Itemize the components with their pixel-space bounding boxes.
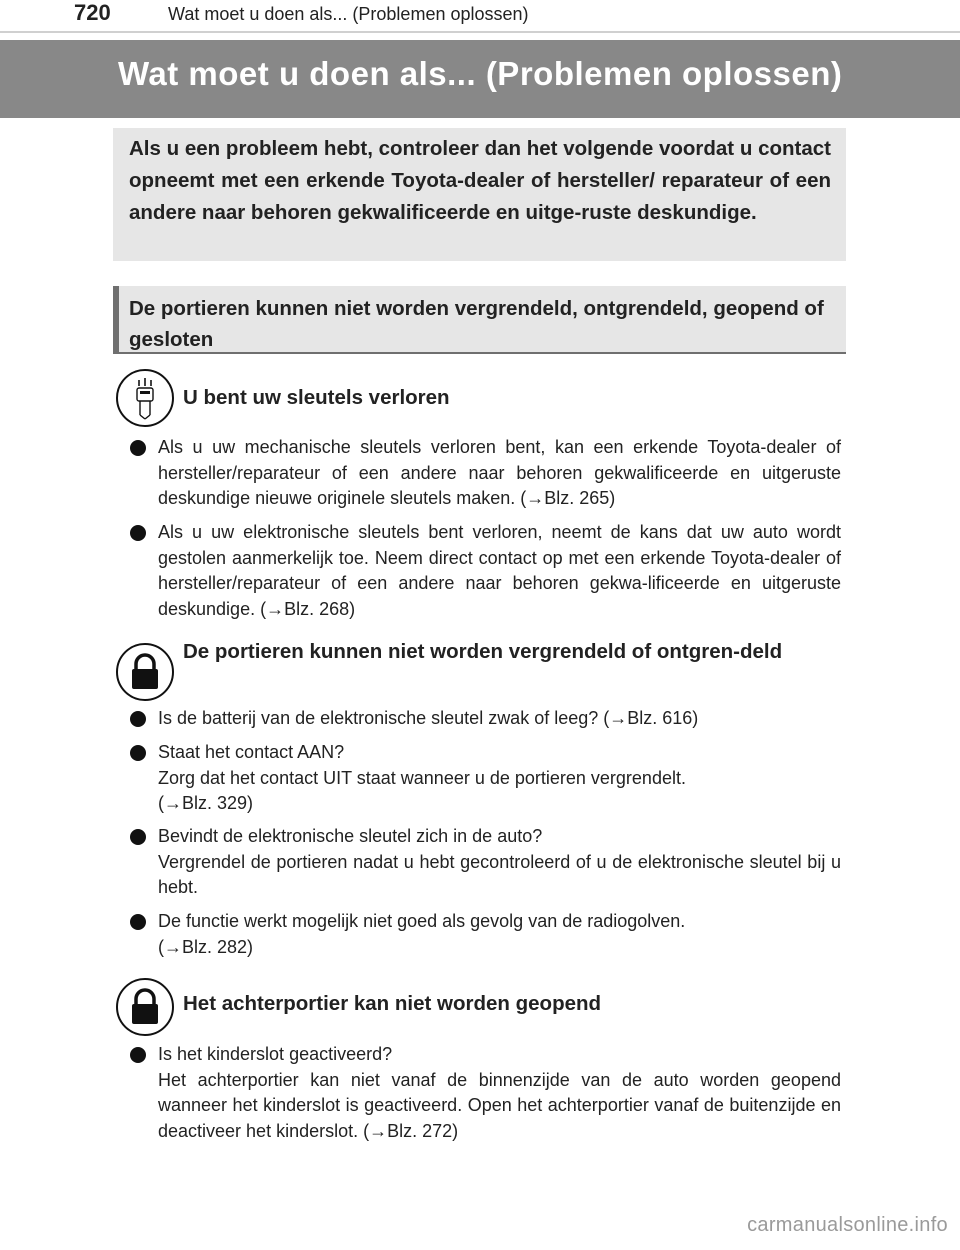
padlock-icon xyxy=(116,978,174,1036)
intro-box xyxy=(113,128,846,261)
list-item-line: Is het kinderslot geactiveerd? xyxy=(158,1044,393,1064)
padlock-icon xyxy=(116,643,174,701)
list-item-text: Als u uw elektronische sleutels bent verloren, neemt de kans dat uw auto wordt gestolen aanmerkelijk toe. Neem direct contact op met een erkende Toyota-dealer of hersteller/reparateur of een andere naar behoren gekwa-lificeerde en uitgeruste deskundige. (→Blz. 268) xyxy=(158,522,841,619)
bullet-dot-icon xyxy=(130,525,146,541)
bullet-dot-icon xyxy=(130,440,146,456)
section-heading: De portieren kunnen niet worden vergrendeld, ontgrendeld, geopend of gesloten xyxy=(129,297,824,351)
running-title: Wat moet u doen als... (Problemen oplossen) xyxy=(168,4,529,24)
subsection-heading-rear-door: Het achterportier kan niet worden geopend xyxy=(183,992,602,1015)
list-item-line: Het achterportier kan niet vanaf de binnenzijde van de auto worden geopend wanneer het kinderslot is geactiveerd. Open het achterportier vanaf de buitenzijde en deactiveer het kinderslot. (→Blz. 272) xyxy=(158,1069,841,1141)
list-item xyxy=(130,435,841,512)
list-item-line: De functie werkt mogelijk niet goed als gevolg van de radiogolven. xyxy=(158,911,686,931)
list-item-line: (→Blz. 282) xyxy=(158,936,254,957)
list-item xyxy=(130,1042,841,1144)
list-item-line: Bevindt de elektronische sleutel zich in de auto? xyxy=(158,826,543,846)
title-band xyxy=(0,40,960,118)
page-header xyxy=(0,0,960,36)
page-number: 720 xyxy=(74,0,111,25)
list-item-line: Is de batterij van de elektronische sleutel zwak of leeg? (→Blz. 616) xyxy=(158,708,699,728)
list-item xyxy=(130,824,841,901)
bullet-dot-icon xyxy=(130,745,146,761)
list-item xyxy=(130,520,841,622)
list-item-line: Vergrendel de portieren nadat u hebt gecontroleerd of u de elektronische sleutel bij u hebt. xyxy=(158,851,841,897)
subsection-heading-keys-lost: U bent uw sleutels verloren xyxy=(183,386,450,409)
bullet-dot-icon xyxy=(130,829,146,845)
bullet-dot-icon xyxy=(130,914,146,930)
list-item-text: Als u uw mechanische sleutels verloren bent, kan een erkende Toyota-dealer of hersteller/reparateur of een andere naar behoren gekwalificeerde en uitgeruste deskundige nieuwe originele sleutels maken. (→Blz. 265) xyxy=(158,437,841,508)
subsection-heading-lock-unlock: De portieren kunnen niet worden vergrendeld of ontgren-deld xyxy=(183,640,783,663)
bullet-dot-icon xyxy=(130,1047,146,1063)
header-divider xyxy=(0,31,960,33)
list-item-line: (→Blz. 329) xyxy=(158,793,254,813)
section-heading-box xyxy=(113,286,846,354)
watermark: carmanualsonline.info xyxy=(747,1214,948,1236)
key-icon xyxy=(116,369,174,427)
bullet-dot-icon xyxy=(130,711,146,727)
list-item xyxy=(130,740,841,817)
list-item xyxy=(130,909,841,960)
intro-text: Als u een probleem hebt, controleer dan het volgende voordat u contact opneemt met een erkende Toyota-dealer of hersteller/ reparateur of een andere naar behoren gekwalificeerde en uitge-ruste deskundige. xyxy=(129,137,831,224)
list-item-line: Staat het contact AAN? xyxy=(158,742,345,762)
list-item xyxy=(130,706,841,732)
list-item-line: Zorg dat het contact UIT staat wanneer u de portieren vergrendelt. xyxy=(158,767,686,788)
page-title: Wat moet u doen als... (Problemen oplossen) xyxy=(118,55,843,92)
